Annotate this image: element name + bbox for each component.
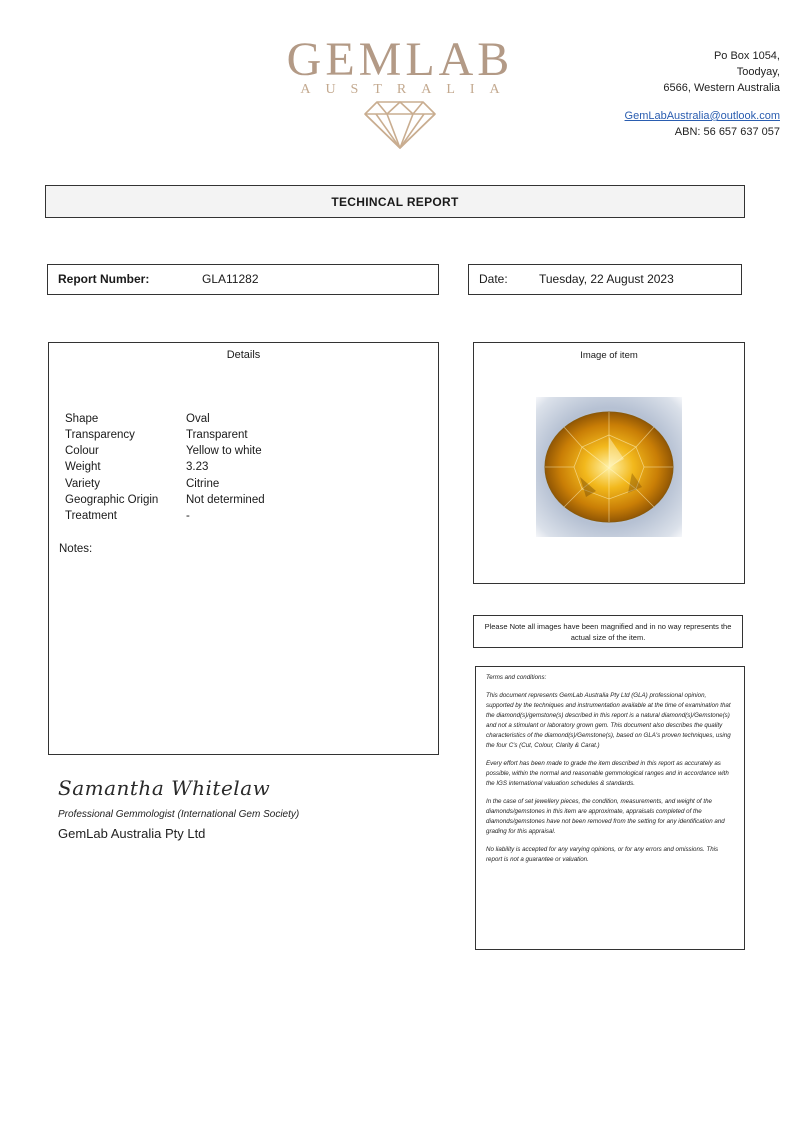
image-heading: Image of item [580,350,638,361]
date-value: Tuesday, 22 August 2023 [539,272,674,286]
company-address [663,48,780,96]
address-line: Toodyay, [736,66,780,78]
gem-photo [536,397,682,537]
detail-value: Transparent [186,429,248,441]
detail-value: 3.23 [186,461,209,473]
detail-label: Transparency [65,429,135,441]
address-line: Po Box 1054, [713,50,780,62]
signatory-company: GemLab Australia Pty Ltd [58,826,206,841]
terms-paragraph: In the case of set jewellery pieces, the condition, measurements, and weight of the diamonds/gemstones in this item are approximate, appraisals completed of the diamonds/gemstones have not been removed from the setting for any identification and grading for this appraisal. [486,798,725,835]
detail-value: Not determined [186,494,265,506]
signatory-role: Professional Gemmologist (International Gem Society) [58,809,300,820]
details-heading: Details [226,349,261,361]
report-number-box [47,264,439,295]
email-link[interactable]: GemLabAustralia@outlook.com [624,110,780,122]
detail-label: Shape [65,413,99,425]
address-line: 6566, Western Australia [663,82,780,94]
detail-label: Weight [65,461,101,473]
abn-number: ABN: 56 657 637 057 [674,126,780,138]
terms-panel [475,666,745,950]
detail-label: Treatment [65,510,117,522]
report-number-value: GLA11282 [202,272,259,286]
report-title: TECHINCAL REPORT [45,185,745,218]
detail-value: Oval [186,413,210,425]
contact-block [625,108,780,140]
detail-value: Yellow to white [186,445,262,457]
terms-paragraph: No liability is accepted for any varying opinions, or for any errors and omissions. This report is not a guarantee or valuation. [486,846,719,863]
signature: Samantha Whitelaw [58,776,271,800]
date-label: Date: [479,272,508,286]
terms-heading: Terms and conditions: [486,674,547,681]
detail-label: Colour [65,445,99,457]
logo-wordmark: GEMLAB [286,33,514,86]
diamond-icon [363,98,437,155]
notes-label: Notes: [59,543,93,555]
details-panel [48,342,439,755]
image-disclaimer: Please Note all images have been magnified and in no way represents the actual size of the item. [473,615,743,648]
item-image-panel [473,342,745,584]
logo-subtitle: AUSTRALIA [300,82,515,97]
detail-label: Geographic Origin [65,494,159,506]
detail-value: - [186,510,190,522]
detail-label: Variety [65,478,100,490]
report-number-label: Report Number: [58,272,150,286]
terms-paragraph: This document represents GemLab Australia Pty Ltd (GLA) professional opinion, supported by the techniques and instrumentation available at the time of examination that the diamond(s)/gemstone(s) described in this report is a natural diamond(s)/Gemstone(s) and not a stimulant or laboratory grown gem. This document also describes the quality characteristics of the diamond(s)/Gemstone(s), based on GLA's proven techniques, using the four C's (Cut, Colour, Clarity & Carat.) [486,692,731,749]
detail-value: Citrine [186,478,220,490]
date-box [468,264,742,295]
terms-paragraph: Every effort has been made to grade the item described in this report as accurately as possible, within the normal and reasonable gemmological ranges and in accordance with the IGS international valuation schedules & standards. [486,760,729,787]
